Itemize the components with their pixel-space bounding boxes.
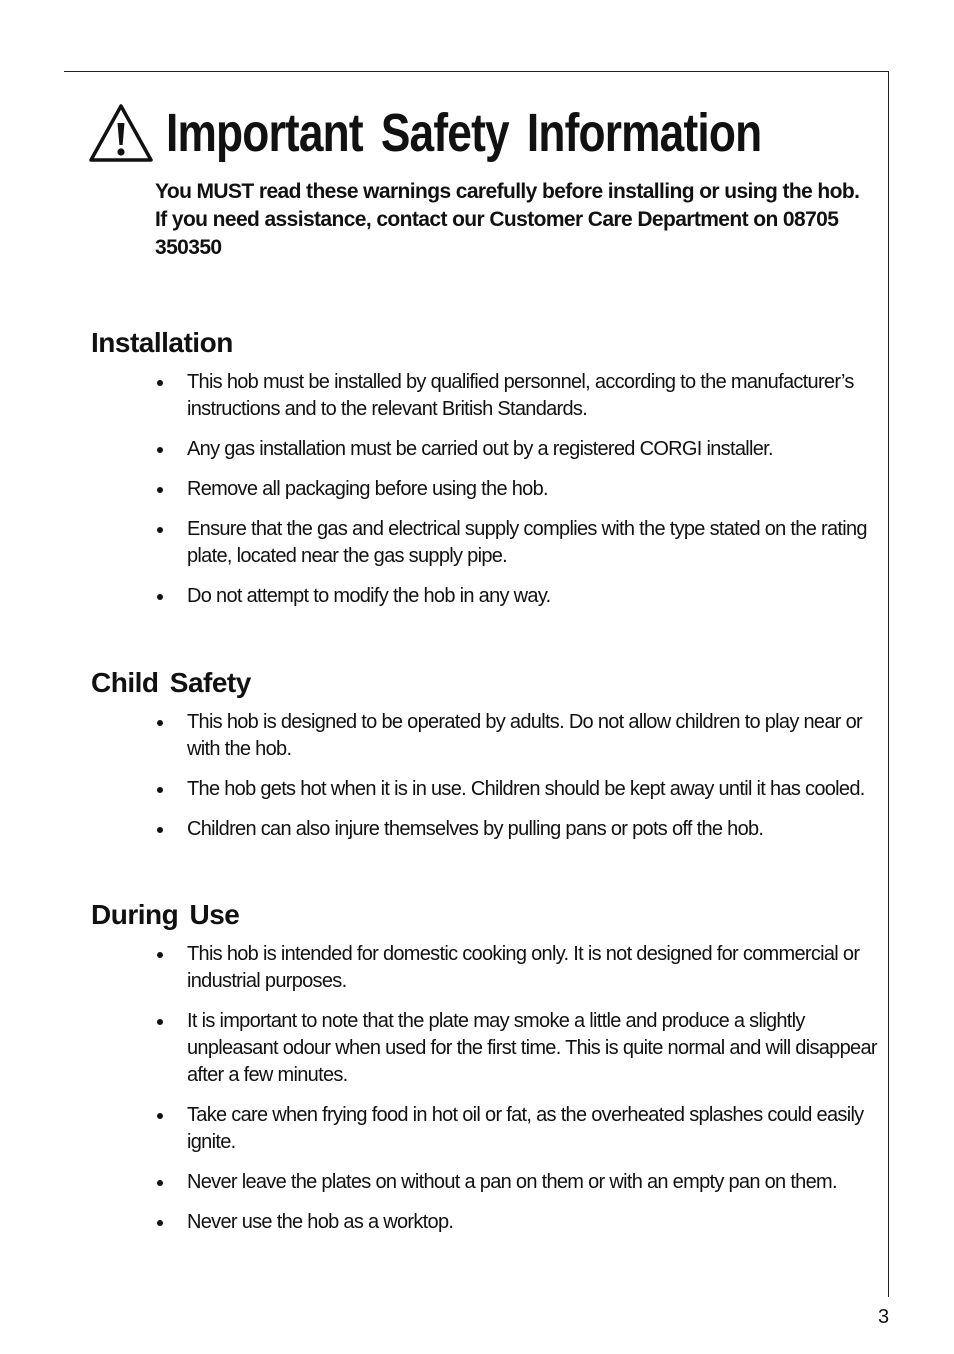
title-row	[88, 98, 892, 168]
right-rule	[888, 71, 889, 1297]
bullet-list	[91, 709, 881, 843]
bullet-list	[91, 369, 881, 610]
section-heading: During Use	[91, 899, 240, 930]
list-item: The hob gets hot when it is in use. Children should be kept away until it has cooled.	[91, 776, 881, 803]
bullet-dot-icon	[157, 787, 163, 793]
bullet-dot-icon	[157, 527, 163, 533]
list-item: It is important to note that the plate may smoke a little and produce a slightly unpleasant odour when used for the first time. This is quite normal and will disappear after a few minutes.	[91, 1008, 881, 1089]
list-item: Remove all packaging before using the hob.	[91, 476, 881, 503]
bullet-dot-icon	[157, 827, 163, 833]
bullet-dot-icon	[157, 447, 163, 453]
section-heading: Installation	[91, 327, 233, 358]
section-child-safety	[91, 667, 881, 856]
warning-triangle-icon	[88, 103, 154, 163]
section-installation	[91, 327, 881, 623]
list-item: This hob must be installed by qualified personnel, according to the manufacturer’s instructions and to the relevant British Standards.	[91, 369, 881, 423]
list-item: Take care when frying food in hot oil or fat, as the overheated splashes could easily ignite.	[91, 1102, 881, 1156]
page-number: 3	[878, 1306, 890, 1328]
bullet-dot-icon	[157, 720, 163, 726]
section-during-use	[91, 899, 881, 1249]
bullet-dot-icon	[157, 952, 163, 958]
list-item: Do not attempt to modify the hob in any way.	[91, 583, 881, 610]
page-title: Important Safety Information	[166, 103, 762, 163]
list-item: Never use the hob as a worktop.	[91, 1209, 881, 1236]
top-rule	[64, 71, 889, 72]
bullet-dot-icon	[157, 1180, 163, 1186]
section-heading: Child Safety	[91, 667, 251, 698]
list-item: Children can also injure themselves by pulling pans or pots off the hob.	[91, 816, 881, 843]
bullet-dot-icon	[157, 1019, 163, 1025]
bullet-dot-icon	[157, 594, 163, 600]
list-item: This hob is designed to be operated by adults. Do not allow children to play near or with the hob.	[91, 709, 881, 763]
intro-warning: You MUST read these warnings carefully before installing or using the hob. If you need assistance, contact our Customer Care Department on 08705 350350	[155, 180, 860, 259]
bullet-dot-icon	[157, 1113, 163, 1119]
bullet-dot-icon	[157, 487, 163, 493]
bullet-dot-icon	[157, 380, 163, 386]
list-item: Any gas installation must be carried out by a registered CORGI installer.	[91, 436, 881, 463]
list-item: Never leave the plates on without a pan on them or with an empty pan on them.	[91, 1169, 881, 1196]
bullet-dot-icon	[157, 1220, 163, 1226]
list-item: Ensure that the gas and electrical supply complies with the type stated on the rating plate, located near the gas supply pipe.	[91, 516, 881, 570]
list-item: This hob is intended for domestic cooking only. It is not designed for commercial or industrial purposes.	[91, 941, 881, 995]
bullet-list	[91, 941, 881, 1236]
